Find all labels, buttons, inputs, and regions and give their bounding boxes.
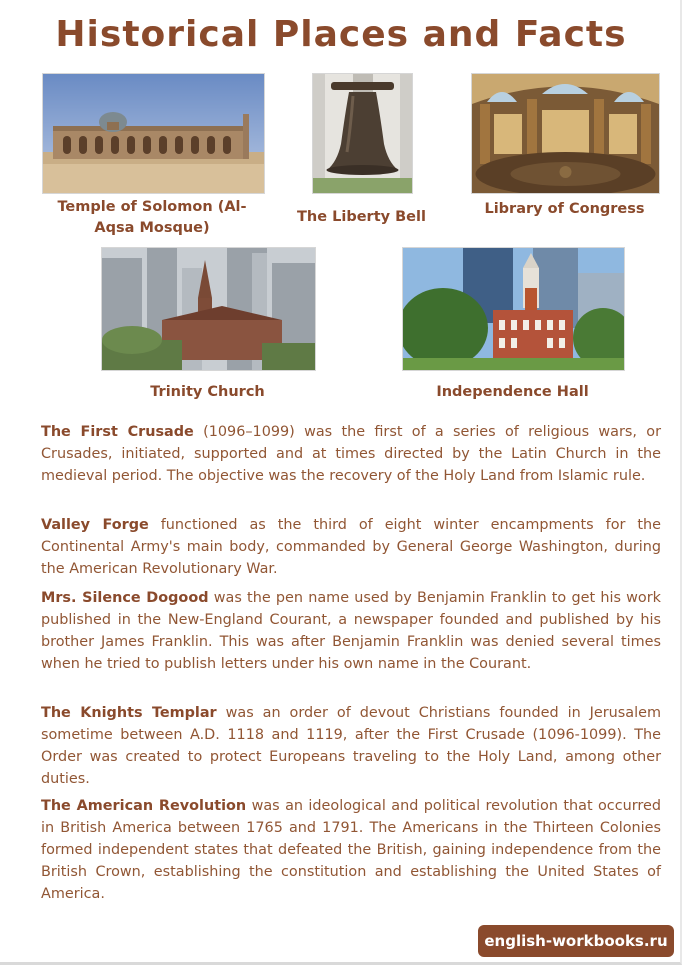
fact-knights-templar: [41, 702, 661, 790]
fact-term: The Knights Templar: [41, 705, 217, 721]
photo-al-aqsa-mosque: [42, 73, 265, 194]
caption-trinity-church: Trinity Church: [150, 384, 265, 400]
caption-al-aqsa-mosque: Temple of Solomon (Al-Aqsa Mosque): [57, 199, 247, 236]
photo-independence-hall: [402, 247, 625, 371]
photo-library-of-congress: [471, 73, 660, 194]
fact-term: The American Revolution: [41, 798, 247, 814]
caption-independence-hall: Independence Hall: [436, 384, 589, 400]
fact-first-crusade: [41, 421, 661, 487]
fact-valley-forge: [41, 514, 661, 580]
fact-silence-dogood: [41, 587, 661, 675]
page-title: Historical Places and Facts: [55, 14, 627, 55]
fact-text: was the pen name used by Benjamin Franklin to get his work published in the New-England Courant, a newspaper founded and published by his brother James Franklin. This was after Benjamin Franklin was denied several times when he tried to publish letters under his own name in the Courant.: [41, 590, 661, 672]
fact-text: was an ideological and political revolution that occurred in British America between 1765 and 1791. The Americans in the Thirteen Colonies formed independent states that defeated the British, gaining independence from the British Crown, establishing the constitution and establishing the United States of America.: [41, 798, 661, 902]
fact-term: The First Crusade: [41, 424, 194, 440]
photo-liberty-bell: [312, 73, 413, 194]
fact-term: Mrs. Silence Dogood: [41, 590, 209, 606]
fact-text: was an order of devout Christians founded in Jerusalem sometime between A.D. 1118 and 1119, after the First Crusade (1096-1099). The Order was created to protect Europeans traveling to the Holy Land, among other duties.: [41, 705, 661, 787]
site-link[interactable]: english-workbooks.ru: [478, 925, 674, 957]
fact-text: functioned as the third of eight winter encampments for the Continental Army's main body, commanded by General George Washington, during the American Revolutionary War.: [41, 517, 661, 577]
caption-library-of-congress: Library of Congress: [484, 201, 645, 217]
fact-term: Valley Forge: [41, 517, 149, 533]
fact-text: (1096–1099) was the first of a series of religious wars, or Crusades, initiated, supported and at times directed by the Latin Church in the medieval period. The objective was the recovery of the Holy Land from Islamic rule.: [41, 424, 661, 484]
caption-liberty-bell: The Liberty Bell: [297, 209, 426, 225]
fact-american-revolution: [41, 795, 661, 905]
photo-trinity-church: [101, 247, 316, 371]
